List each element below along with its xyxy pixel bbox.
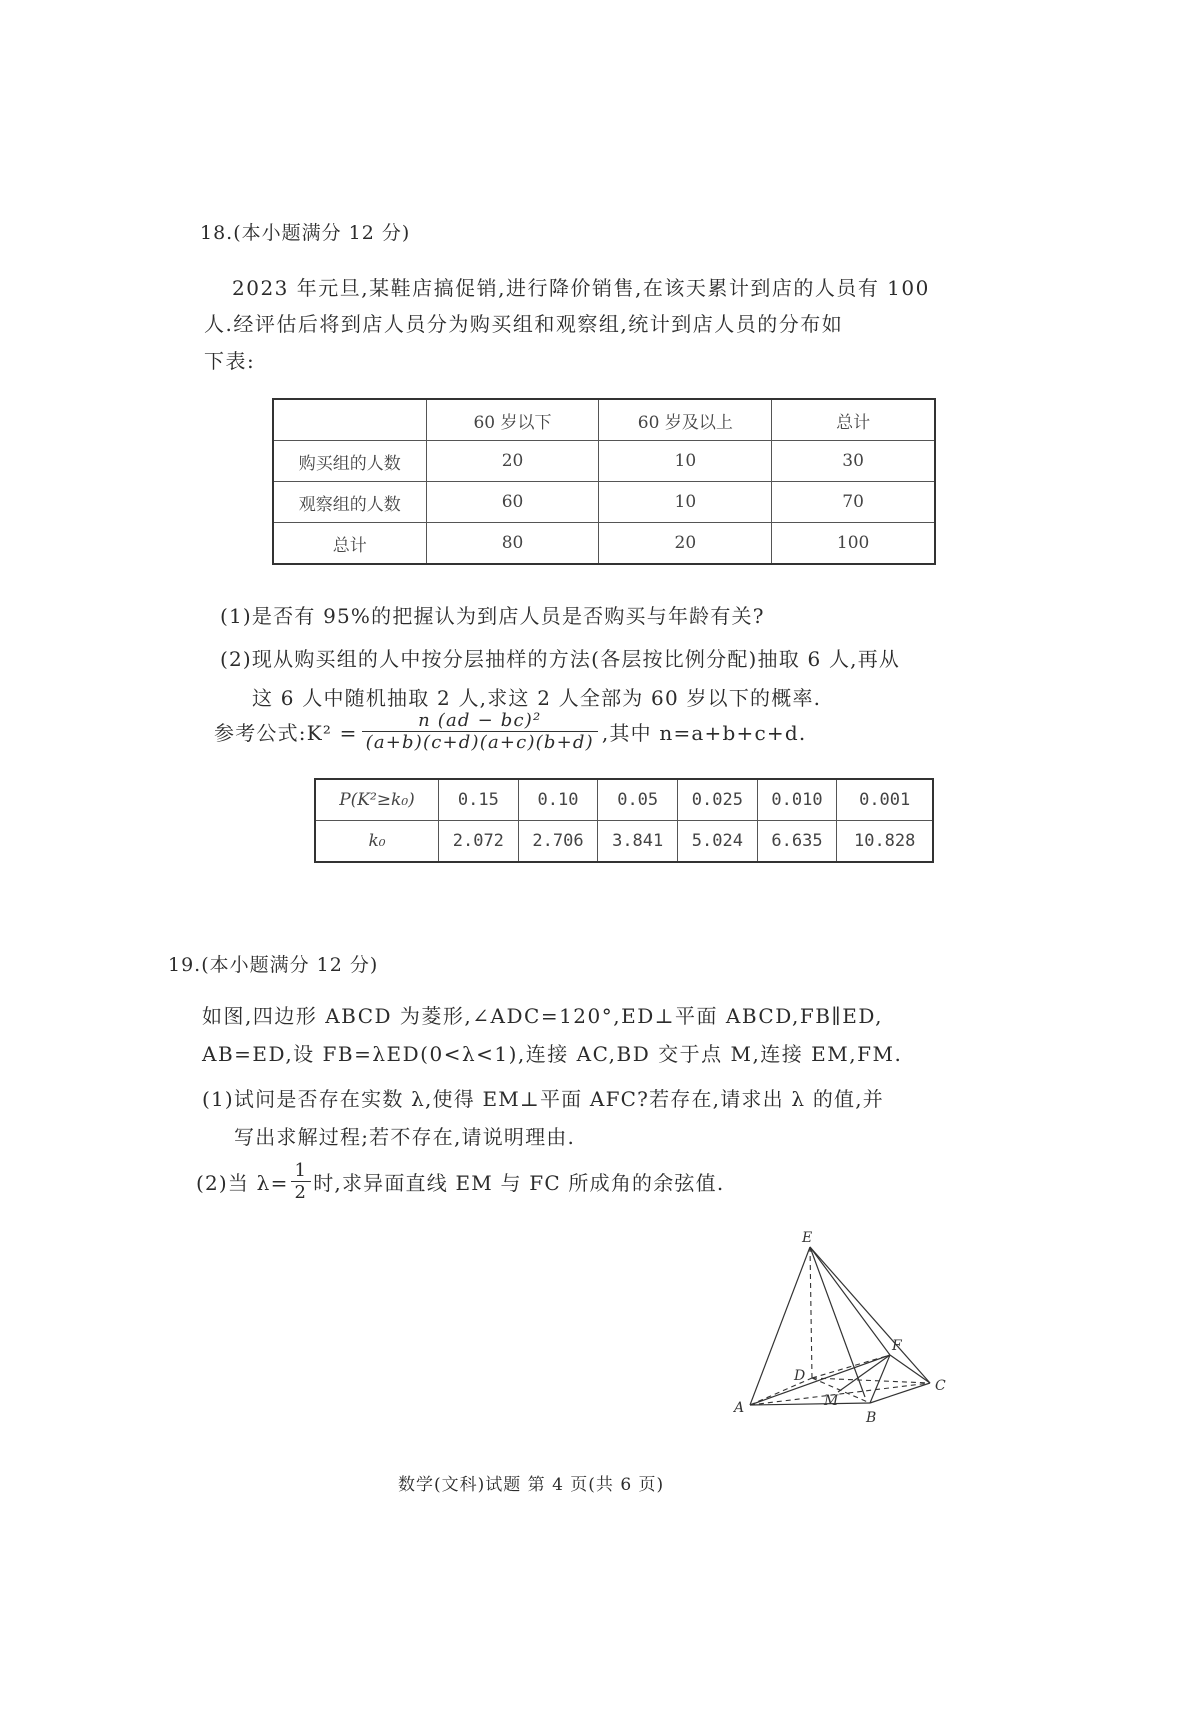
fraction-denominator: 2: [291, 1181, 312, 1203]
table-cell: 20: [599, 523, 772, 565]
q19-geometry-figure: [720, 1230, 970, 1450]
table-row: [273, 441, 935, 482]
table-cell: 60: [426, 482, 599, 523]
table-header-row: [273, 399, 935, 441]
table-cell: 20: [426, 441, 599, 482]
table-cell: 80: [426, 523, 599, 565]
table-cell: [273, 399, 426, 441]
table-cell: 5.024: [678, 821, 758, 863]
lambda-fraction: [291, 1160, 312, 1203]
table-cell: 总计: [273, 523, 426, 565]
q18-part1: (1)是否有 95%的把握认为到店人员是否购买与年龄有关?: [220, 604, 765, 628]
q19-title: 19.(本小题满分 12 分): [168, 954, 379, 976]
q18-part2-line2: 这 6 人中随机抽取 2 人,求这 2 人全部为 60 岁以下的概率.: [252, 686, 822, 710]
q19-part2: [196, 1160, 724, 1203]
edge-EM: [810, 1247, 865, 1397]
table-cell: 0.05: [598, 779, 678, 821]
q19-para-line2: AB=ED,设 FB=λED(0<λ<1),连接 AC,BD 交于点 M,连接 EM,FM.: [202, 1042, 903, 1066]
label-A: A: [734, 1400, 745, 1416]
table-header-cell: 总计: [772, 399, 935, 441]
edge-DB-hidden: [812, 1378, 870, 1403]
formula-suffix: ,其中 n=a+b+c+d.: [601, 721, 807, 745]
table-header-cell: 60 岁以下: [426, 399, 599, 441]
label-E: E: [802, 1230, 813, 1246]
table-cell: 10.828: [837, 821, 933, 863]
q18-distribution-table: [272, 398, 936, 565]
table-header-cell: 60 岁及以上: [599, 399, 772, 441]
q18-reference-formula: [214, 710, 806, 753]
formula-numerator: n (ad − bc)²: [418, 710, 542, 731]
table-cell: 0.010: [757, 779, 837, 821]
table-cell: 购买组的人数: [273, 441, 426, 482]
q19-part1-line2: 写出求解过程;若不存在,请说明理由.: [234, 1125, 576, 1149]
label-M: M: [824, 1393, 839, 1409]
q18-part2-line1: (2)现从购买组的人中按分层抽样的方法(各层按比例分配)抽取 6 人,再从: [220, 647, 901, 671]
table-row: [315, 779, 933, 821]
table-cell: 30: [772, 441, 935, 482]
q18-critical-value-table: [314, 778, 934, 863]
q19-para-line1: 如图,四边形 ABCD 为菱形,∠ADC=120°,ED⊥平面 ABCD,FB∥ED,: [202, 1004, 883, 1028]
edge-AC-hidden: [750, 1383, 930, 1405]
q18-title: 18.(本小题满分 12 分): [200, 222, 411, 244]
q18-para-line3: 下表:: [204, 349, 256, 373]
table-cell: 100: [772, 523, 935, 565]
page-footer: 数学(文科)试题 第 4 页(共 6 页): [398, 1475, 665, 1495]
edge-FC: [890, 1355, 930, 1383]
table-row-label: k₀: [315, 821, 439, 863]
edge-EF: [810, 1247, 890, 1355]
part2-suffix: 时,求异面直线 EM 与 FC 所成角的余弦值.: [313, 1171, 725, 1195]
table-cell: 观察组的人数: [273, 482, 426, 523]
table-cell: 2.072: [439, 821, 519, 863]
formula-fraction: [362, 710, 598, 753]
q19-part1-line1: (1)试问是否存在实数 λ,使得 EM⊥平面 AFC?若存在,请求出 λ 的值,并: [202, 1087, 884, 1111]
table-row: [315, 821, 933, 863]
table-cell: 3.841: [598, 821, 678, 863]
edge-BC: [870, 1383, 930, 1403]
table-cell: 2.706: [518, 821, 598, 863]
table-row: [273, 523, 935, 565]
label-D: D: [794, 1368, 806, 1384]
table-row-label: P(K²≥k₀): [315, 779, 439, 821]
q18-para-line2: 人.经评估后将到店人员分为购买组和观察组,统计到店人员的分布如: [204, 312, 844, 336]
formula-denominator: (a+b)(c+d)(a+c)(b+d): [362, 731, 598, 753]
label-C: C: [935, 1378, 946, 1394]
edge-DC-hidden: [812, 1378, 930, 1383]
table-cell: 10: [599, 441, 772, 482]
label-F: F: [892, 1338, 902, 1354]
edge-ED-hidden: [810, 1247, 812, 1378]
table-cell: 6.635: [757, 821, 837, 863]
table-cell: 70: [772, 482, 935, 523]
table-row: [273, 482, 935, 523]
table-cell: 0.15: [439, 779, 519, 821]
table-cell: 0.025: [678, 779, 758, 821]
formula-prefix: 参考公式:K² =: [214, 721, 358, 745]
table-cell: 10: [599, 482, 772, 523]
table-cell: 0.10: [518, 779, 598, 821]
part2-prefix: (2)当 λ=: [196, 1171, 289, 1195]
label-B: B: [866, 1410, 877, 1426]
fraction-numerator: 1: [294, 1160, 308, 1181]
q18-para-line1: 2023 年元旦,某鞋店搞促销,进行降价销售,在该天累计到店的人员有 100: [232, 276, 930, 300]
table-cell: 0.001: [837, 779, 933, 821]
